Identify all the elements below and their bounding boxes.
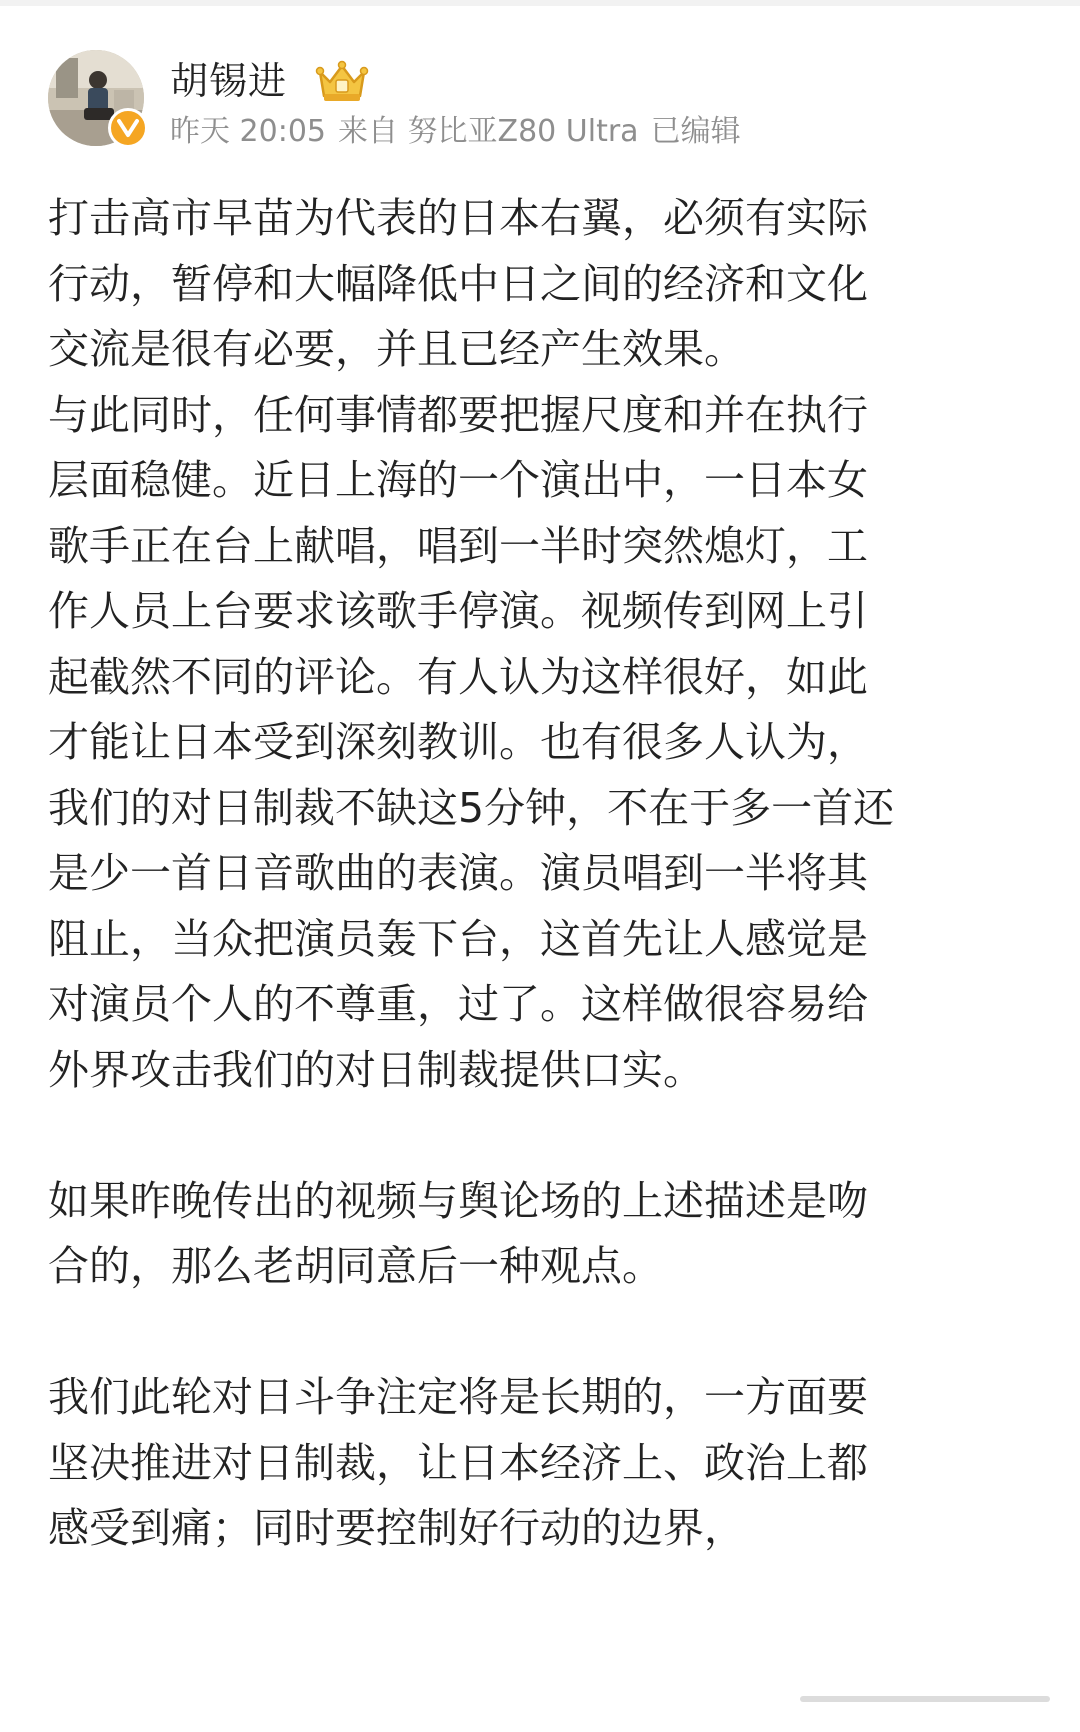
post-text-line: 打击高市早苗为代表的日本右翼，必须有实际 <box>48 194 868 242</box>
post-text-line: 如果昨晚传出的视频与舆论场的上述描述是吻 <box>48 1176 868 1225</box>
crown-icon[interactable] <box>314 58 370 106</box>
post-text-line: 感受到痛；同时要控制好行动的边界， <box>48 1504 745 1552</box>
post-body <box>48 186 1048 1562</box>
post-header <box>48 46 1028 156</box>
post-meta <box>170 112 741 152</box>
post-text-line: 坚决推进对日制裁，让日本经济上、政治上都 <box>48 1438 868 1487</box>
bottom-fade-overlay <box>760 1650 1080 1732</box>
post-text-line: 对演员个人的不尊重，过了。这样做很容易给 <box>48 980 868 1028</box>
edited-label[interactable]: 已编辑 <box>650 114 741 149</box>
post-text-line: 作人员上台要求该歌手停演。视频传到网上引 <box>48 587 868 635</box>
post-time: 昨天 20:05 <box>170 114 326 149</box>
post-text-line: 行动，暂停和大幅降低中日之间的经济和文化 <box>48 259 868 308</box>
post-text-line: 合的，那么老胡同意后一种观点。 <box>48 1242 663 1290</box>
post-text-line: 阻止，当众把演员轰下台，这首先让人感觉是 <box>48 914 868 963</box>
post-text-line: 起截然不同的评论。有人认为这样很好，如此 <box>48 652 868 701</box>
post-text-line: 我们此轮对日斗争注定将是长期的，一方面要 <box>48 1373 868 1421</box>
post-text-line: 歌手正在台上献唱，唱到一半时突然熄灯，工 <box>48 521 868 570</box>
username[interactable]: 胡锡进 <box>170 59 288 103</box>
scroll-indicator <box>800 1696 1050 1702</box>
paragraph-gap <box>48 1103 1048 1169</box>
post-text-line: 与此同时，任何事情都要把握尺度和并在执行 <box>48 390 868 439</box>
post-text-line: 层面稳健。近日上海的一个演出中，一日本女 <box>48 456 868 504</box>
post-text-line: 外界攻击我们的对日制裁提供口实。 <box>48 1045 704 1094</box>
post-text-line: 才能让日本受到深刻教训。也有很多人认为， <box>48 718 868 766</box>
post-text-line: 是少一首日音歌曲的表演。演员唱到一半将其 <box>48 849 868 897</box>
top-edge <box>0 0 1080 6</box>
post-text-line: 交流是很有必要，并且已经产生效果。 <box>48 325 745 373</box>
paragraph-gap <box>48 1300 1048 1366</box>
verified-v-icon <box>108 108 148 148</box>
post-text-line: 我们的对日制裁不缺这5分钟，不在于多一首还 <box>48 783 895 832</box>
post-source[interactable]: 来自 努比亚Z80 Ultra <box>338 114 639 149</box>
